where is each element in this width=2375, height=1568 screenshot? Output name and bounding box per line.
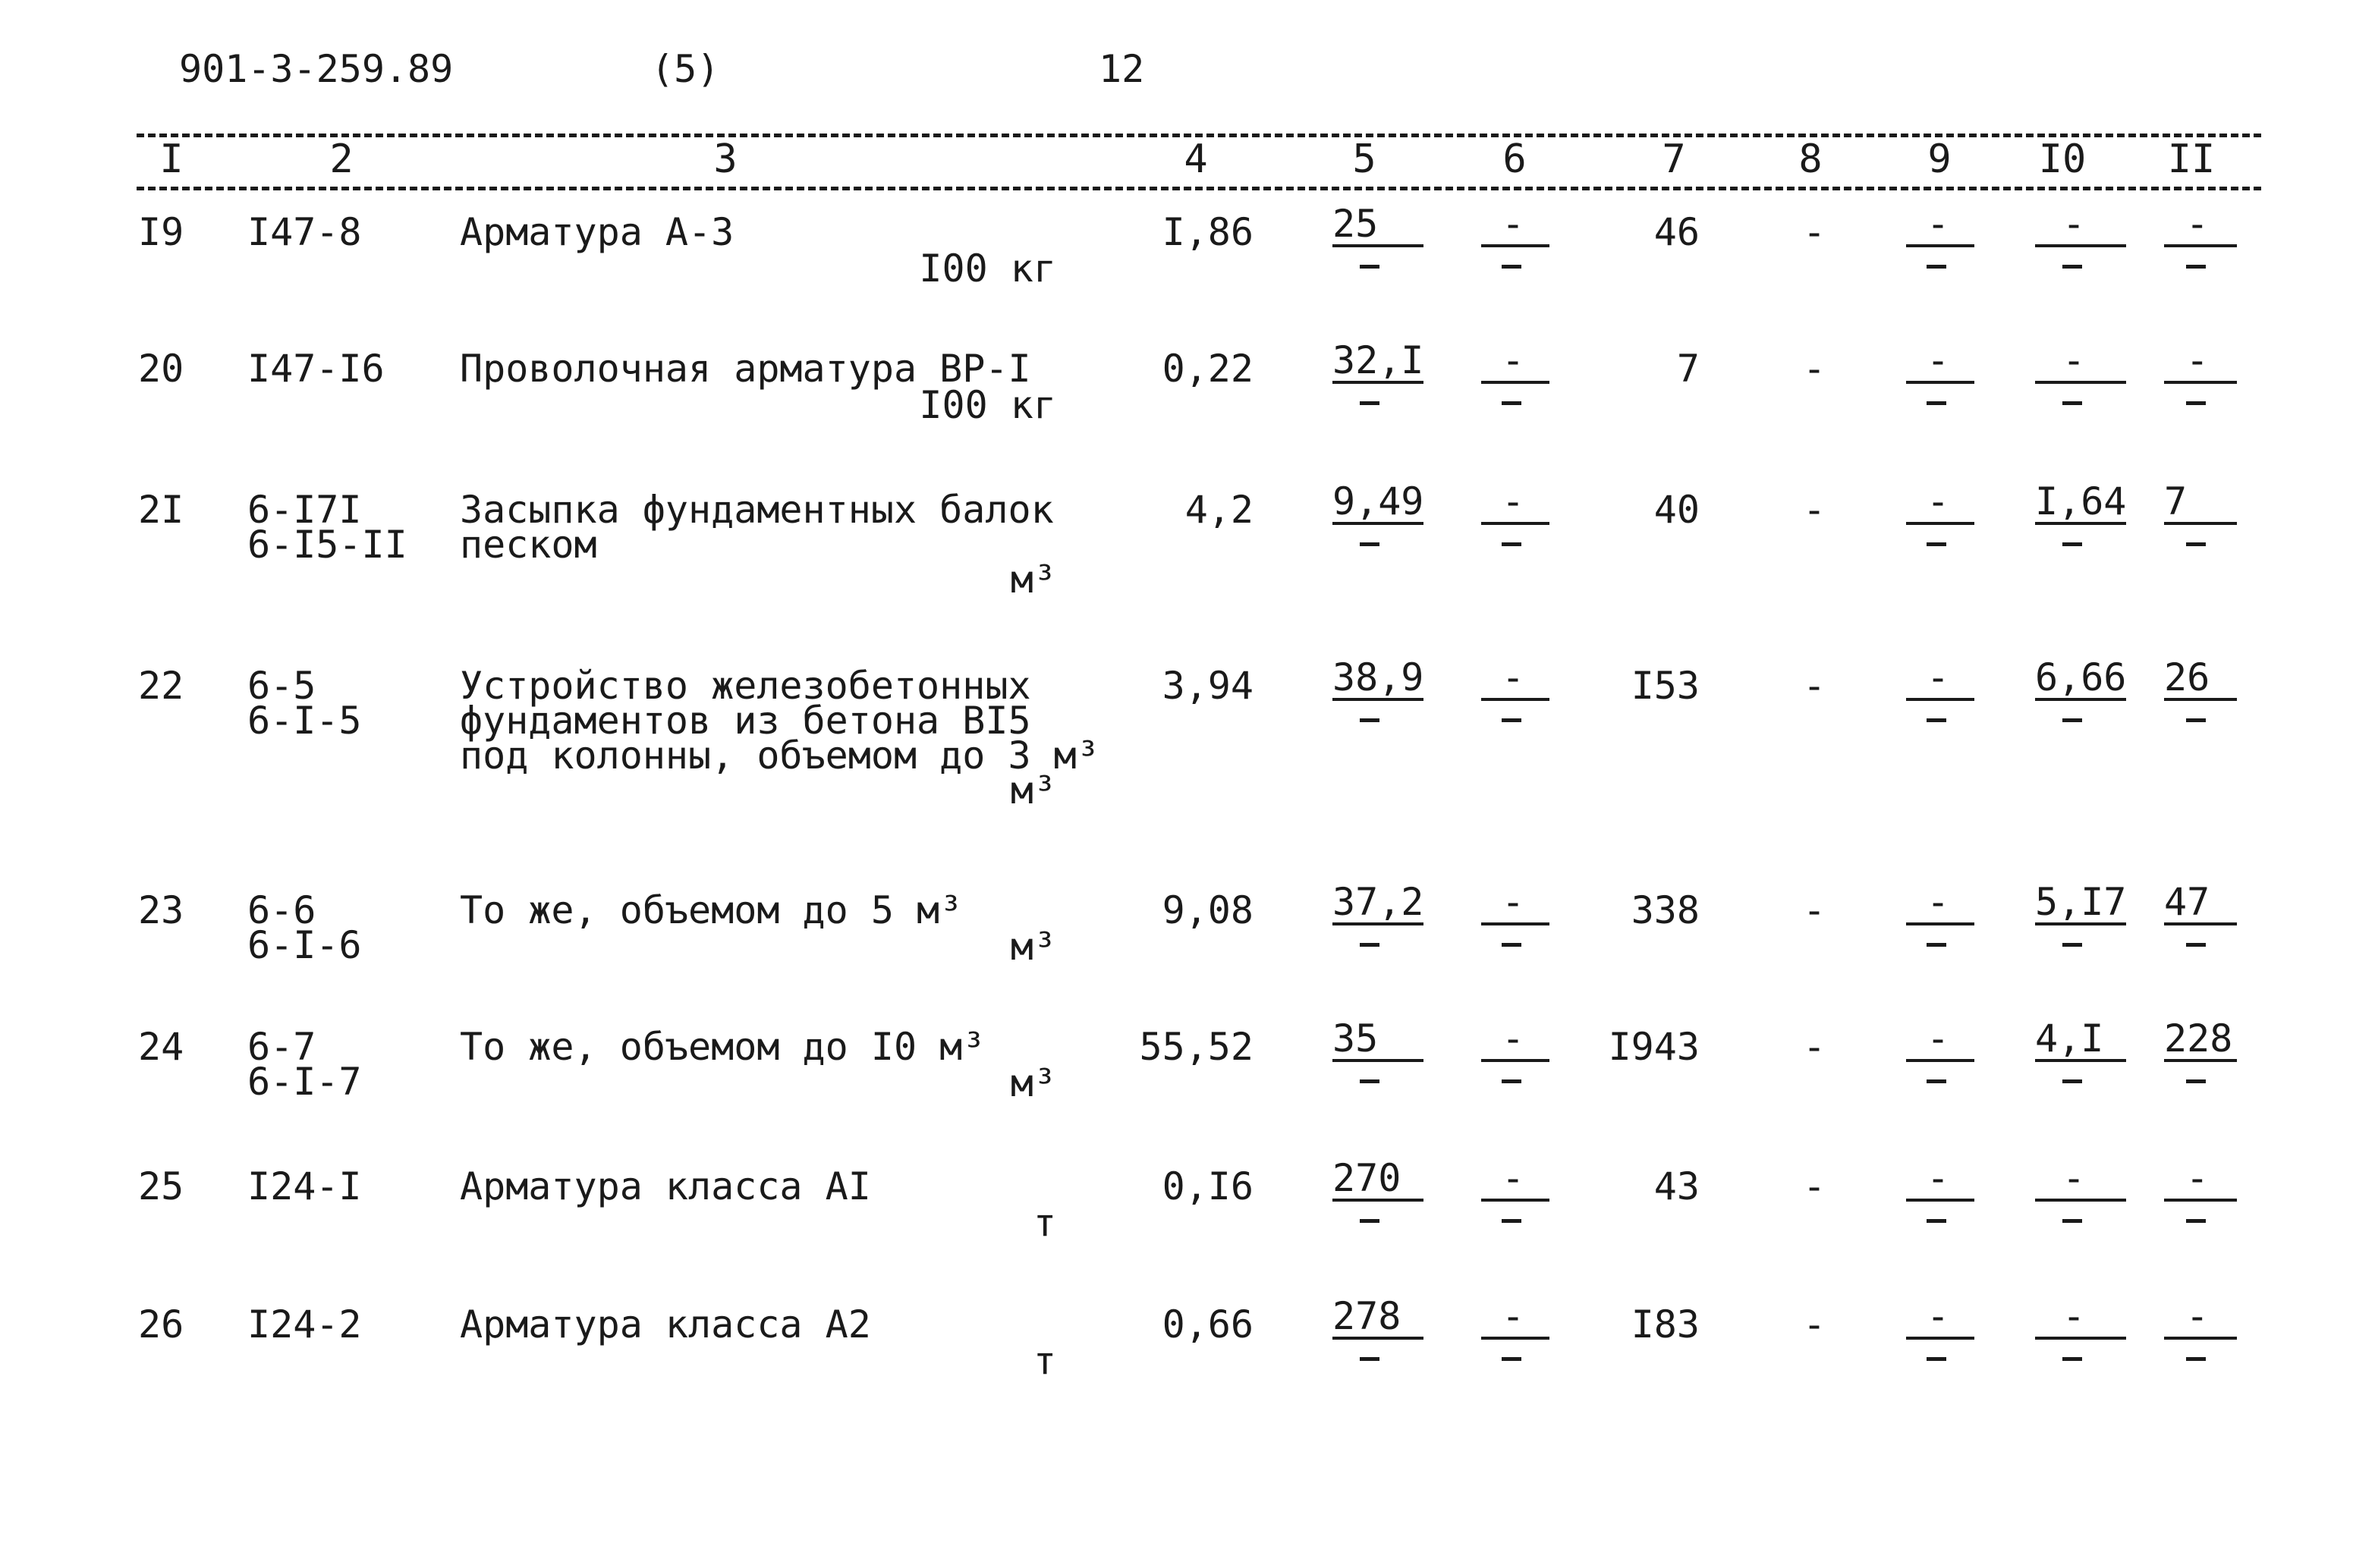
col6-value-numerator: - xyxy=(1502,655,1525,699)
col7-total: I83 xyxy=(1631,1302,1700,1346)
col10-value-fraction-bar xyxy=(2035,522,2126,525)
col9-value-numerator: - xyxy=(1927,1017,1950,1061)
col10-value-denominator-dash xyxy=(2062,1219,2082,1223)
col7-total: I943 xyxy=(1608,1025,1700,1069)
row-number: 2I xyxy=(138,488,184,532)
work-description: Засыпка фундаментных балок xyxy=(460,488,1054,532)
work-description: То же, объемом до 5 м³ xyxy=(460,888,963,932)
col5-cost-numerator: 9,49 xyxy=(1332,479,1424,523)
work-description: песком xyxy=(460,523,597,567)
col10-value-denominator-dash xyxy=(2062,718,2082,722)
col5-cost xyxy=(1332,1294,1423,1344)
col6-value-denominator-dash xyxy=(1502,1357,1521,1361)
quantity: 55,52 xyxy=(1139,1025,1254,1069)
col10-value xyxy=(2035,202,2126,252)
col6-value-numerator: - xyxy=(1502,880,1525,924)
norm-code: I24-I xyxy=(247,1164,362,1208)
col10-value xyxy=(2035,1294,2126,1344)
col10-value xyxy=(2035,1156,2126,1206)
col10-value xyxy=(2035,880,2127,930)
col9-value xyxy=(1906,1017,1974,1067)
col9-value-fraction-bar xyxy=(1906,244,1974,247)
col9-value-fraction-bar xyxy=(1906,1059,1974,1062)
col11-value-fraction-bar xyxy=(2164,1337,2237,1340)
row-number: 20 xyxy=(138,347,184,391)
quantity: 0,66 xyxy=(1162,1302,1254,1346)
col7-total: 7 xyxy=(1676,347,1700,391)
col5-cost xyxy=(1332,880,1424,930)
col10-value xyxy=(2035,338,2126,388)
col6-value-denominator-dash xyxy=(1502,718,1521,722)
col9-value-fraction-bar xyxy=(1906,1337,1974,1340)
col6-value xyxy=(1481,338,1549,388)
col9-value xyxy=(1906,655,1974,705)
col6-value-numerator: - xyxy=(1502,1156,1525,1200)
col9-value-fraction-bar xyxy=(1906,381,1974,384)
col11-value-denominator-dash xyxy=(2186,1219,2206,1223)
column-number-10: I0 xyxy=(2038,137,2087,182)
col5-cost-numerator: 25 xyxy=(1332,202,1379,246)
norm-code: 6-7 xyxy=(247,1025,316,1069)
col6-value-fraction-bar xyxy=(1481,522,1549,525)
col10-value-denominator-dash xyxy=(2062,265,2082,269)
col11-value xyxy=(2164,338,2237,388)
row-number: I9 xyxy=(138,210,184,254)
column-number-5: 5 xyxy=(1352,137,1376,182)
col5-cost-fraction-bar xyxy=(1332,698,1423,701)
col5-cost-denominator-dash xyxy=(1360,943,1379,947)
col10-value xyxy=(2035,479,2127,529)
col9-value xyxy=(1906,1156,1974,1206)
col10-value-numerator: 6,66 xyxy=(2035,655,2127,699)
col11-value-denominator-dash xyxy=(2186,1079,2206,1083)
col11-value-fraction-bar xyxy=(2164,381,2237,384)
col10-value-fraction-bar xyxy=(2035,381,2126,384)
col9-value-numerator: - xyxy=(1927,202,1950,246)
col9-value-fraction-bar xyxy=(1906,1199,1974,1202)
col9-value-fraction-bar xyxy=(1906,522,1974,525)
work-description: Арматура класса А2 xyxy=(460,1302,871,1346)
col6-value-fraction-bar xyxy=(1481,698,1549,701)
norm-code: I47-8 xyxy=(247,210,362,254)
col6-value-numerator: - xyxy=(1502,202,1525,246)
col11-value xyxy=(2164,1294,2237,1344)
col5-cost-numerator: 37,2 xyxy=(1332,880,1424,924)
quantity: 9,08 xyxy=(1162,888,1254,932)
col10-value-numerator: I,64 xyxy=(2035,479,2127,523)
column-number-9: 9 xyxy=(1927,137,1952,182)
col11-value-numerator: 26 xyxy=(2164,655,2210,699)
col11-value-denominator-dash xyxy=(2186,265,2206,269)
row-number: 24 xyxy=(138,1025,184,1069)
col11-value-numerator: - xyxy=(2185,338,2209,382)
col9-value-numerator: - xyxy=(1927,479,1950,523)
col11-value-denominator-dash xyxy=(2186,718,2206,722)
document-part: (5) xyxy=(651,47,720,91)
col6-value-numerator: - xyxy=(1502,1294,1525,1338)
unit-of-measure: м³ xyxy=(1010,1061,1056,1105)
column-number-2: 2 xyxy=(329,137,354,182)
col9-value-denominator-dash xyxy=(1927,1219,1946,1223)
col9-value-numerator: - xyxy=(1927,880,1950,924)
col10-value xyxy=(2035,655,2127,705)
col6-value-fraction-bar xyxy=(1481,1059,1549,1062)
column-number-6: 6 xyxy=(1502,137,1527,182)
col5-cost-numerator: 270 xyxy=(1332,1156,1401,1200)
col5-cost-fraction-bar xyxy=(1332,381,1423,384)
norm-code: I24-2 xyxy=(247,1302,362,1346)
unit-of-measure: т xyxy=(1033,1201,1056,1245)
work-description: То же, объемом до I0 м³ xyxy=(460,1025,986,1069)
quantity: 0,I6 xyxy=(1162,1164,1254,1208)
work-description: Арматура класса АI xyxy=(460,1164,871,1208)
unit-of-measure: м³ xyxy=(1010,768,1056,812)
col10-value-numerator: - xyxy=(2062,1156,2086,1200)
col11-value-numerator: 47 xyxy=(2164,880,2210,924)
col6-value-denominator-dash xyxy=(1502,542,1521,546)
col11-value-fraction-bar xyxy=(2164,922,2237,925)
col9-value-numerator: - xyxy=(1927,655,1950,699)
norm-code: 6-5 xyxy=(247,664,316,708)
col8-value: - xyxy=(1803,1025,1826,1069)
col5-cost-fraction-bar xyxy=(1332,922,1423,925)
col11-value-numerator: - xyxy=(2185,1294,2209,1338)
col10-value-numerator: 5,I7 xyxy=(2035,880,2127,924)
column-number-8: 8 xyxy=(1798,137,1823,182)
col10-value-fraction-bar xyxy=(2035,1337,2126,1340)
column-number-3: 3 xyxy=(713,137,738,182)
norm-code: 6-I7I xyxy=(247,488,362,532)
col5-cost xyxy=(1332,202,1423,252)
col5-cost xyxy=(1332,338,1424,388)
row-number: 23 xyxy=(138,888,184,932)
col5-cost-denominator-dash xyxy=(1360,1079,1379,1083)
col5-cost xyxy=(1332,655,1424,705)
col11-value xyxy=(2164,880,2237,930)
col10-value-denominator-dash xyxy=(2062,401,2082,405)
col5-cost-numerator: 278 xyxy=(1332,1294,1401,1338)
col5-cost xyxy=(1332,1156,1423,1206)
col10-value xyxy=(2035,1017,2126,1067)
col11-value-numerator: - xyxy=(2185,202,2209,246)
col9-value xyxy=(1906,338,1974,388)
col6-value xyxy=(1481,479,1549,529)
document-code: 901-3-259.89 xyxy=(179,47,454,91)
col8-value: - xyxy=(1803,888,1826,932)
col6-value-denominator-dash xyxy=(1502,265,1521,269)
page-number: 12 xyxy=(1099,47,1145,91)
col10-value-numerator: 4,I xyxy=(2035,1017,2104,1061)
col5-cost-denominator-dash xyxy=(1360,1357,1379,1361)
col9-value-numerator: - xyxy=(1927,338,1950,382)
col5-cost-fraction-bar xyxy=(1332,522,1423,525)
column-number-4: 4 xyxy=(1184,137,1208,182)
row-number: 22 xyxy=(138,664,184,708)
col5-cost-denominator-dash xyxy=(1360,718,1379,722)
unit-of-measure: I00 кг xyxy=(919,383,1056,427)
col5-cost xyxy=(1332,479,1424,529)
col11-value xyxy=(2164,202,2237,252)
work-description: Устройство железобетонных xyxy=(460,664,1031,708)
col11-value xyxy=(2164,479,2237,529)
quantity: 4,2 xyxy=(1184,488,1254,532)
col6-value-denominator-dash xyxy=(1502,1219,1521,1223)
col6-value xyxy=(1481,202,1549,252)
column-number-7: 7 xyxy=(1662,137,1686,182)
work-description: под колонны, объемом до 3 м³ xyxy=(460,734,1099,778)
col6-value xyxy=(1481,1156,1549,1206)
col11-value-denominator-dash xyxy=(2186,401,2206,405)
col6-value xyxy=(1481,1294,1549,1344)
col10-value-fraction-bar xyxy=(2035,922,2126,925)
col10-value-denominator-dash xyxy=(2062,1357,2082,1361)
col9-value-denominator-dash xyxy=(1927,1357,1946,1361)
col10-value-denominator-dash xyxy=(2062,542,2082,546)
col6-value-denominator-dash xyxy=(1502,943,1521,947)
col5-cost-denominator-dash xyxy=(1360,542,1379,546)
col9-value-denominator-dash xyxy=(1927,1079,1946,1083)
col8-value: - xyxy=(1803,664,1826,708)
col7-total: 338 xyxy=(1631,888,1700,932)
col9-value xyxy=(1906,1294,1974,1344)
norm-code: 6-I5-II xyxy=(247,523,407,567)
unit-of-measure: т xyxy=(1033,1339,1056,1383)
col10-value-numerator: - xyxy=(2062,1294,2086,1338)
col6-value-denominator-dash xyxy=(1502,401,1521,405)
row-number: 26 xyxy=(138,1302,184,1346)
col11-value-fraction-bar xyxy=(2164,698,2237,701)
col9-value-numerator: - xyxy=(1927,1156,1950,1200)
column-number-1: I xyxy=(159,137,184,182)
col5-cost-fraction-bar xyxy=(1332,244,1423,247)
col6-value-denominator-dash xyxy=(1502,1079,1521,1083)
col11-value-numerator: 7 xyxy=(2164,479,2188,523)
col9-value xyxy=(1906,479,1974,529)
col7-total: 46 xyxy=(1653,210,1700,254)
col11-value xyxy=(2164,1017,2237,1067)
col6-value-numerator: - xyxy=(1502,479,1525,523)
col6-value-fraction-bar xyxy=(1481,1337,1549,1340)
col7-total: I53 xyxy=(1631,664,1700,708)
col11-value-fraction-bar xyxy=(2164,1199,2237,1202)
quantity: I,86 xyxy=(1162,210,1254,254)
col10-value-fraction-bar xyxy=(2035,1199,2126,1202)
row-number: 25 xyxy=(138,1164,184,1208)
col9-value xyxy=(1906,202,1974,252)
col5-cost-denominator-dash xyxy=(1360,1219,1379,1223)
col8-value: - xyxy=(1803,1164,1826,1208)
col9-value xyxy=(1906,880,1974,930)
norm-code: 6-I-6 xyxy=(247,923,362,967)
col10-value-numerator: - xyxy=(2062,202,2086,246)
col9-value-denominator-dash xyxy=(1927,265,1946,269)
unit-of-measure: I00 кг xyxy=(919,247,1056,291)
work-description: Арматура А-3 xyxy=(460,210,735,254)
col10-value-denominator-dash xyxy=(2062,1079,2082,1083)
col6-value xyxy=(1481,655,1549,705)
col5-cost-denominator-dash xyxy=(1360,401,1379,405)
col11-value-fraction-bar xyxy=(2164,522,2237,525)
col6-value-fraction-bar xyxy=(1481,1199,1549,1202)
col8-value: - xyxy=(1803,210,1826,254)
col8-value: - xyxy=(1803,1302,1826,1346)
col9-value-fraction-bar xyxy=(1906,698,1974,701)
col5-cost-denominator-dash xyxy=(1360,265,1379,269)
col11-value-fraction-bar xyxy=(2164,1059,2237,1062)
col7-total: 40 xyxy=(1653,488,1700,532)
col9-value-numerator: - xyxy=(1927,1294,1950,1338)
col5-cost-fraction-bar xyxy=(1332,1337,1423,1340)
col10-value-fraction-bar xyxy=(2035,698,2126,701)
work-description: Проволочная арматура ВР-I xyxy=(460,347,1031,391)
col8-value: - xyxy=(1803,347,1826,391)
col9-value-denominator-dash xyxy=(1927,542,1946,546)
col11-value-numerator: 228 xyxy=(2164,1017,2233,1061)
col9-value-denominator-dash xyxy=(1927,718,1946,722)
col5-cost-fraction-bar xyxy=(1332,1059,1423,1062)
col6-value-fraction-bar xyxy=(1481,244,1549,247)
col7-total: 43 xyxy=(1653,1164,1700,1208)
col6-value xyxy=(1481,1017,1549,1067)
col10-value-fraction-bar xyxy=(2035,1059,2126,1062)
col11-value xyxy=(2164,655,2237,705)
unit-of-measure: м³ xyxy=(1010,558,1056,602)
col5-cost-numerator: 35 xyxy=(1332,1017,1379,1061)
col6-value-fraction-bar xyxy=(1481,381,1549,384)
col5-cost-numerator: 32,I xyxy=(1332,338,1424,382)
col5-cost-fraction-bar xyxy=(1332,1199,1423,1202)
col6-value xyxy=(1481,880,1549,930)
col11-value-denominator-dash xyxy=(2186,1357,2206,1361)
col11-value xyxy=(2164,1156,2237,1206)
norm-code: 6-I-5 xyxy=(247,699,362,743)
col10-value-fraction-bar xyxy=(2035,244,2126,247)
col10-value-numerator: - xyxy=(2062,338,2086,382)
col5-cost-numerator: 38,9 xyxy=(1332,655,1424,699)
column-number-11: II xyxy=(2167,137,2216,182)
quantity: 3,94 xyxy=(1162,664,1254,708)
col11-value-fraction-bar xyxy=(2164,244,2237,247)
work-description: фундаментов из бетона ВI5 xyxy=(460,699,1031,743)
col8-value: - xyxy=(1803,488,1826,532)
header-rule-bottom xyxy=(137,187,2261,190)
col11-value-denominator-dash xyxy=(2186,943,2206,947)
quantity: 0,22 xyxy=(1162,347,1254,391)
col11-value-denominator-dash xyxy=(2186,542,2206,546)
col6-value-numerator: - xyxy=(1502,1017,1525,1061)
col9-value-denominator-dash xyxy=(1927,401,1946,405)
col5-cost xyxy=(1332,1017,1423,1067)
norm-code: 6-I-7 xyxy=(247,1060,362,1104)
col9-value-denominator-dash xyxy=(1927,943,1946,947)
unit-of-measure: м³ xyxy=(1010,925,1056,969)
col10-value-denominator-dash xyxy=(2062,943,2082,947)
norm-code: I47-I6 xyxy=(247,347,385,391)
norm-code: 6-6 xyxy=(247,888,316,932)
col6-value-fraction-bar xyxy=(1481,922,1549,925)
col6-value-numerator: - xyxy=(1502,338,1525,382)
col9-value-fraction-bar xyxy=(1906,922,1974,925)
col11-value-numerator: - xyxy=(2185,1156,2209,1200)
